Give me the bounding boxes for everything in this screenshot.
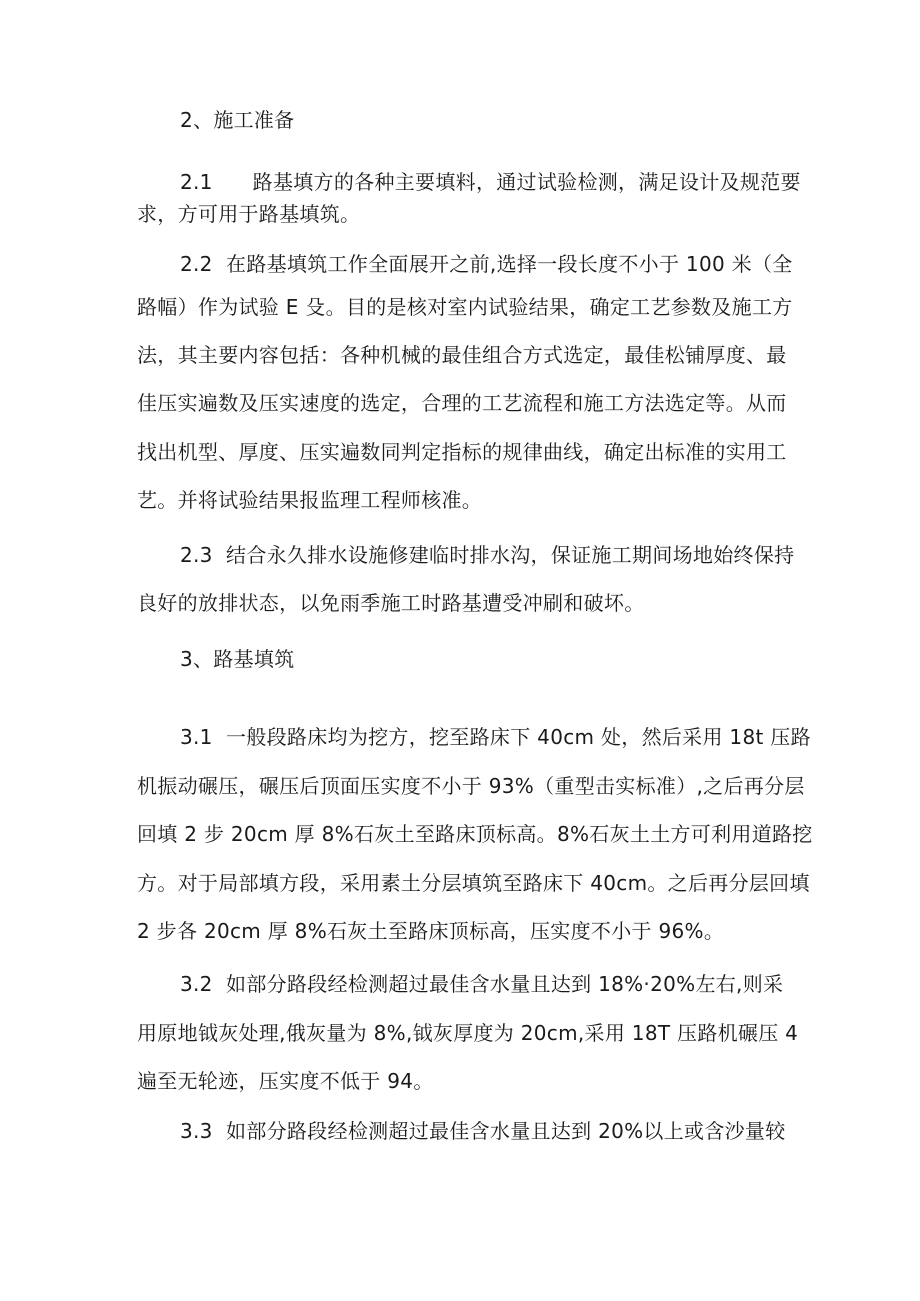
paragraph-line: 艺。并将试验结果报监理工程师核准。	[137, 488, 483, 512]
paragraph-line: 佳压实遍数及压实速度的选定，合理的工艺流程和施工方法选定等。从而	[137, 391, 787, 415]
paragraph-line: 用原地钺灰处理,俄灰量为 8%,钺灰厚度为 20cm,采用 18T 压路机碾压 4	[137, 1021, 799, 1045]
paragraph-line: 3.3 如部分路段经检测超过最佳含水量且达到 20%以上或含沙量较	[180, 1119, 786, 1143]
paragraph-line: 3.2 如部分路段经检测超过最佳含水量且达到 18%·20%左右,则采	[180, 972, 784, 996]
paragraph-line: 方。对于局部填方段，采用素土分层填筑至路床下 40cm。之后再分层回填	[137, 871, 810, 895]
paragraph-line: 3.1 一般段路床均为挖方，挖至路床下 40cm 处，然后采用 18t 压路	[180, 725, 811, 749]
paragraph-line: 找出机型、厚度、压实遍数同判定指标的规律曲线，确定出标准的实用工	[137, 440, 787, 464]
paragraph-line: 机振动碾压，碾压后顶面压实度不小于 93%（重型击实标准）,之后再分层	[137, 774, 805, 798]
paragraph-line: 遍至无轮迹，压实度不低于 94。	[137, 1069, 434, 1093]
paragraph-line: 回填 2 步 20cm 厚 8%石灰土至路床顶标高。8%石灰土土方可利用道路挖	[137, 822, 813, 846]
paragraph-line: 良好的放排状态，以免雨季施工时路基遭受冲刷和破坏。	[137, 591, 645, 615]
paragraph-line: 2.2 在路基填筑工作全面展开之前,选择一段长度不小于 100 米（全	[180, 252, 793, 276]
paragraph-line: 2.3 结合永久排水设施修建临时排水沟，保证施工期间场地始终保持	[180, 543, 795, 567]
paragraph-line: 2 步各 20cm 厚 8%石灰土至路床顶标高，压实度不小于 96%。	[137, 919, 725, 943]
paragraph-line: 求，方可用于路基填筑。	[137, 202, 361, 226]
paragraph-line: 2.1 路基填方的各种主要填料，通过试验检测，满足设计及规范要	[180, 170, 801, 194]
paragraph-line: 路幅）作为试验 E 殳。目的是核对室内试验结果，确定工艺参数及施工方	[137, 295, 793, 319]
section-heading: 3、路基填筑	[180, 647, 295, 671]
paragraph-line: 法，其主要内容包括：各种机械的最佳组合方式选定，最佳松铺厚度、最	[137, 343, 787, 367]
section-heading: 2、施工准备	[180, 108, 295, 132]
